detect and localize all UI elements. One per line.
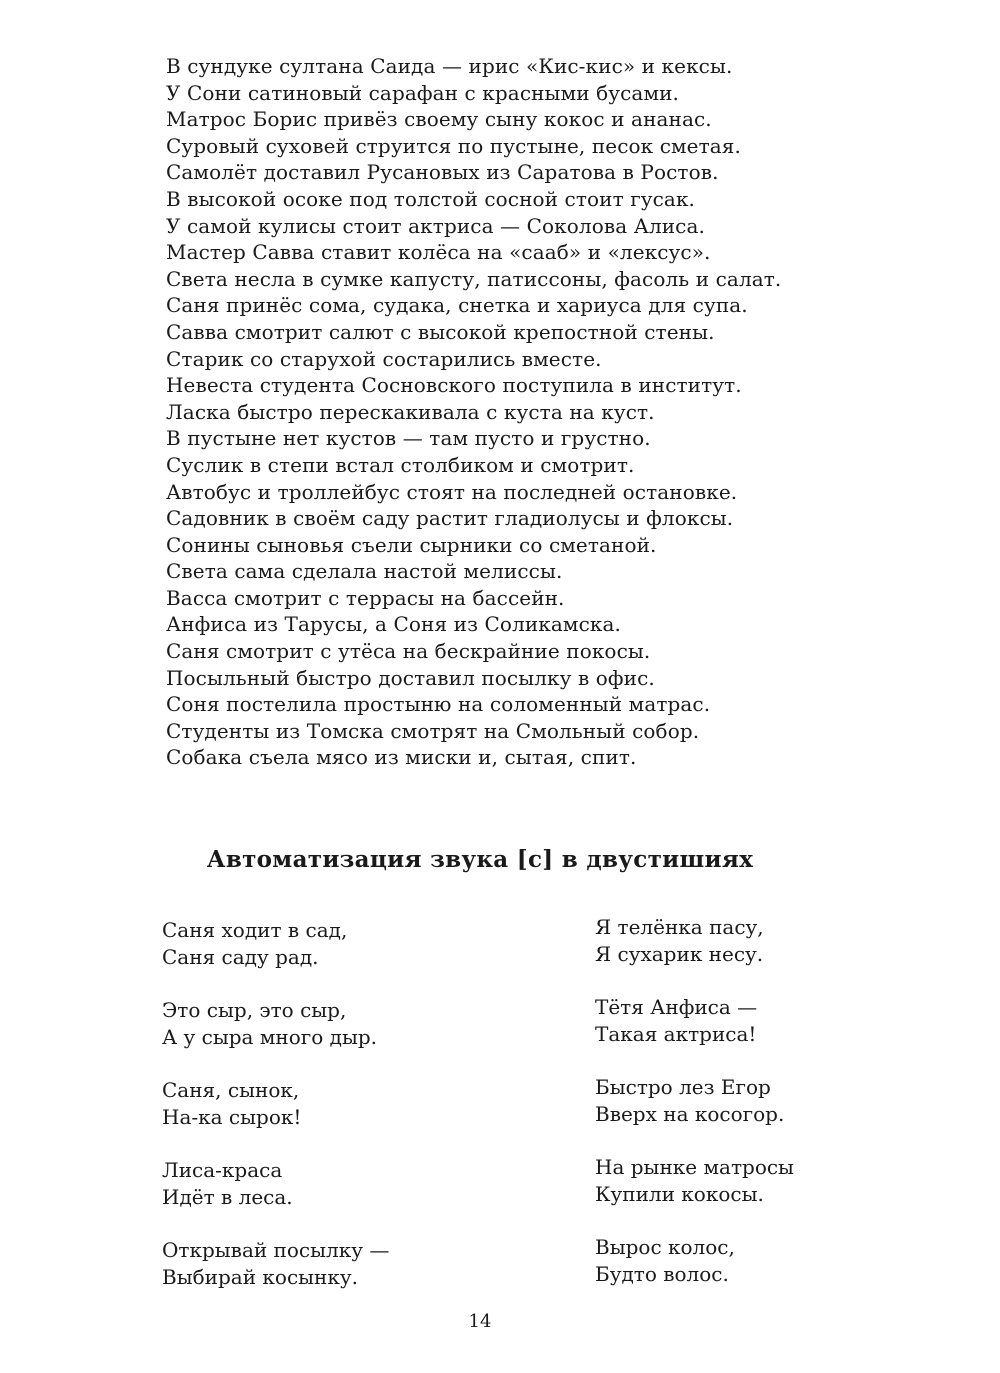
couplet xyxy=(162,1237,542,1317)
sentence-line: В сундуке султана Саида — ирис «Кис-кис» и кексы. xyxy=(166,54,733,78)
sentence-line: У Сони сатиновый сарафан с красными бусами. xyxy=(166,80,680,105)
sentence-line: Суслик в степи встал столбиком и смотрит. xyxy=(166,452,635,477)
sentence-line: Садовник в своём саду растит гладиолусы и флоксы. xyxy=(166,506,734,531)
couplets-right-column xyxy=(595,914,975,1314)
couplet xyxy=(162,997,542,1077)
couplet-line: Быстро лез Егор xyxy=(595,1075,771,1099)
sentence-line: Посыльный быстро доставил посылку в офис. xyxy=(166,665,655,690)
couplet-line: Такая актриса! xyxy=(595,1021,757,1046)
sentence-line: Света несла в сумке капусту, патиссоны, фасоль и салат. xyxy=(166,266,782,291)
couplet-line: На-ка сырок! xyxy=(162,1104,302,1129)
couplet-line: Вверх на косогор. xyxy=(595,1101,785,1126)
sentence-line: Невеста студента Сосновского поступила в институт. xyxy=(166,373,742,398)
couplet-line: Лиса-краса xyxy=(162,1158,283,1182)
sentence-line: Старик со старухой состарились вместе. xyxy=(166,346,602,371)
sentence-line: Суровый суховей струится по пустыне, песок сметая. xyxy=(166,133,741,158)
couplet xyxy=(162,917,542,997)
sentence-line: Студенты из Томска смотрят на Смольный собор. xyxy=(166,718,700,743)
sentence-line: Саня принёс сома, судака, снетка и хариуса для супа. xyxy=(166,293,748,318)
sentence-line: В высокой осоке под толстой сосной стоит гусак. xyxy=(166,186,696,211)
sentence-list xyxy=(166,53,926,771)
page-number: 14 xyxy=(468,1311,492,1332)
couplet-line: Вырос колос, xyxy=(595,1235,735,1259)
couplet-line: Открывай посылку — xyxy=(162,1238,390,1262)
couplet-line: Купили кокосы. xyxy=(595,1181,764,1206)
couplet-line: Я сухарик несу. xyxy=(595,941,764,966)
couplet xyxy=(595,1234,975,1314)
sentence-line: Анфиса из Тарусы, а Соня из Соликамска. xyxy=(166,612,621,637)
couplet-line: Идёт в леса. xyxy=(162,1184,293,1209)
couplet-line: Саня саду рад. xyxy=(162,944,319,969)
couplet-line: Саня ходит в сад, xyxy=(162,918,348,942)
sentence-line: Васса смотрит с террасы на бассейн. xyxy=(166,585,565,610)
sentence-line: Собака съела мясо из миски и, сытая, спит. xyxy=(166,745,637,770)
sentence-line: Мастер Савва ставит колёса на «сааб» и «лексус». xyxy=(166,240,711,265)
sentence-line: У самой кулисы стоит актриса — Соколова Алиса. xyxy=(166,213,705,238)
couplet xyxy=(162,1157,542,1237)
sentence-line: Ласка быстро перескакивала с куста на куст. xyxy=(166,399,655,424)
couplet-line: Будто волос. xyxy=(595,1261,729,1286)
couplet-line: А у сыра много дыр. xyxy=(162,1024,378,1049)
couplet-line: На рынке матросы xyxy=(595,1155,794,1179)
couplet-line: Это сыр, это сыр, xyxy=(162,998,347,1022)
couplet-line: Саня, сынок, xyxy=(162,1078,300,1102)
couplet xyxy=(595,994,975,1074)
couplet xyxy=(595,1154,975,1234)
sentence-line: Соня постелила простыню на соломенный матрас. xyxy=(166,692,711,717)
couplet xyxy=(162,1077,542,1157)
sentence-line: Самолёт доставил Русановых из Саратова в Ростов. xyxy=(166,160,719,185)
couplet-line: Тётя Анфиса — xyxy=(595,995,758,1019)
sentence-line: Света сама сделала настой мелиссы. xyxy=(166,559,563,584)
section-heading: Автоматизация звука [с] в двустишиях xyxy=(206,846,754,873)
sentence-line: Саня смотрит с утёса на бескрайние покосы. xyxy=(166,639,651,664)
couplets-left-column xyxy=(162,917,542,1317)
sentence-line: Сонины сыновья съели сырники со сметаной. xyxy=(166,532,657,557)
couplet-line: Я телёнка пасу, xyxy=(595,915,764,939)
sentence-line: Автобус и троллейбус стоят на последней остановке. xyxy=(166,479,738,504)
couplet xyxy=(595,1074,975,1154)
sentence-line: Матрос Борис привёз своему сыну кокос и ананас. xyxy=(166,107,712,132)
couplet-line: Выбирай косынку. xyxy=(162,1264,359,1289)
sentence-line: В пустыне нет кустов — там пусто и грустно. xyxy=(166,426,651,451)
sentence-line: Савва смотрит салют с высокой крепостной стены. xyxy=(166,319,715,344)
couplet xyxy=(595,914,975,994)
